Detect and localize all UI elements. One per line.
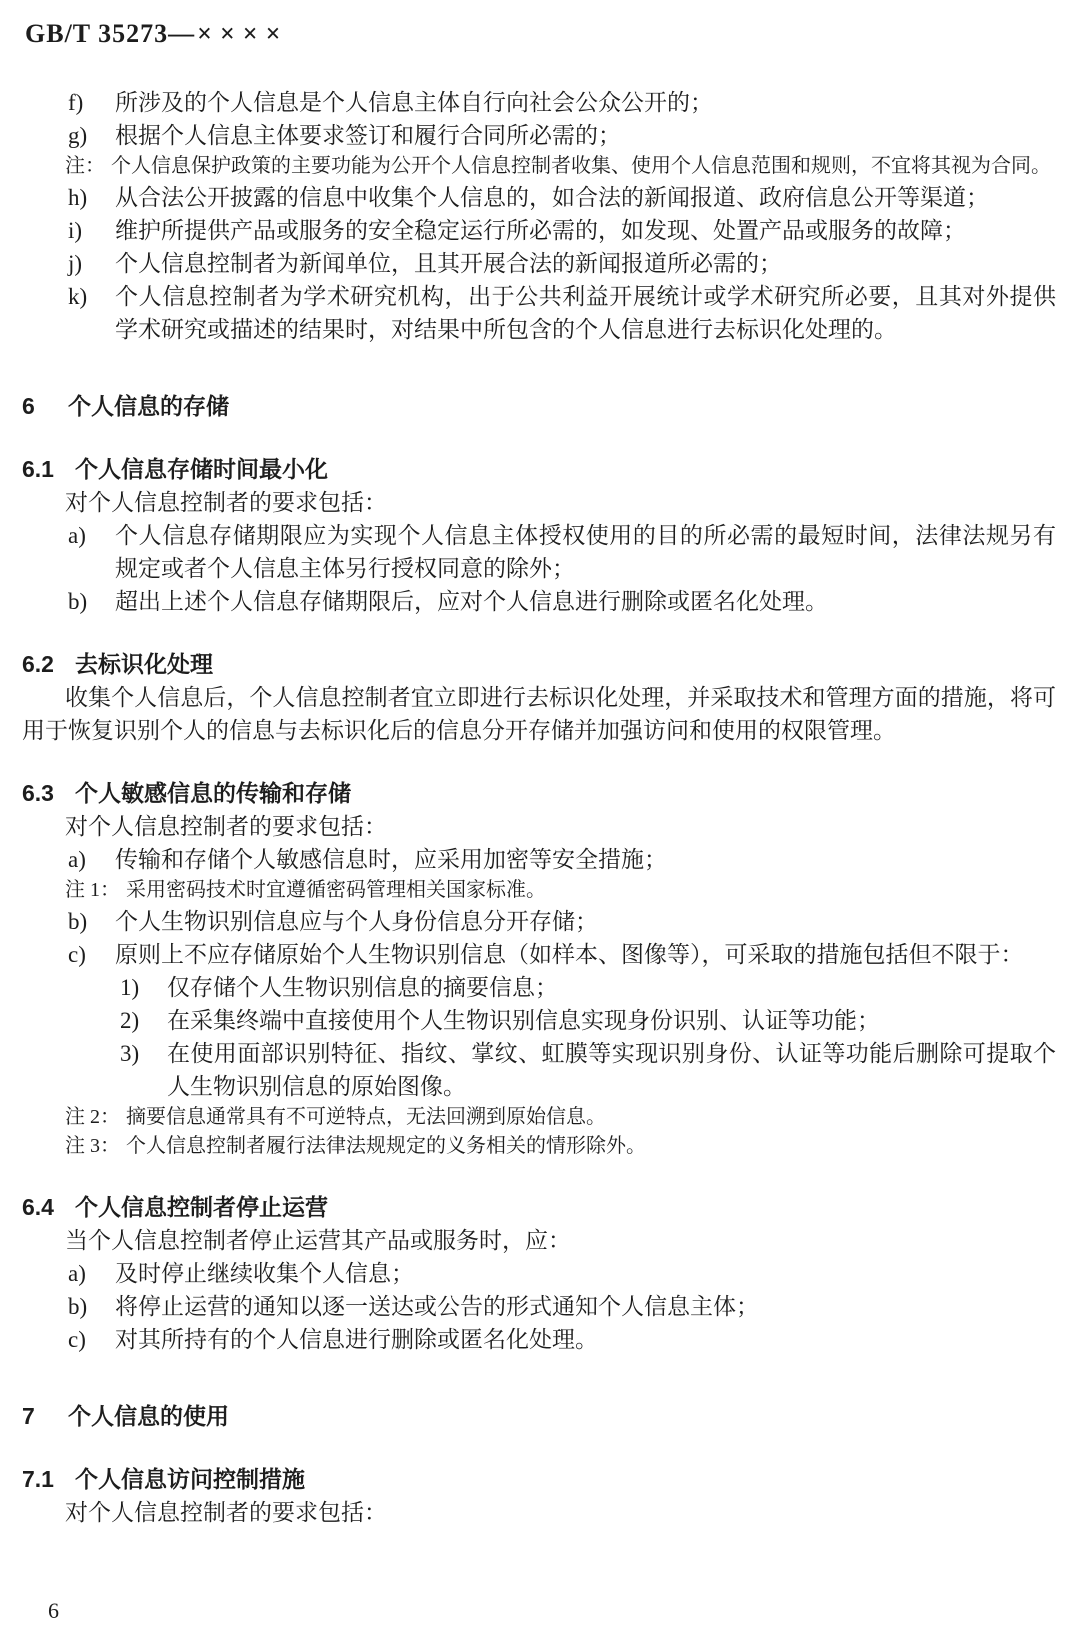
heading-number: 6 <box>22 393 35 419</box>
sub-list-item <box>0 1004 1056 1037</box>
note-line <box>0 1103 1056 1132</box>
note-text: 个人信息控制者履行法律法规规定的义务相关的情形除外。 <box>126 1135 646 1157</box>
section-heading <box>0 648 1056 681</box>
list-item-label: f) <box>68 90 84 115</box>
list-item-text: 对其所持有的个人信息进行删除或匿名化处理。 <box>115 1327 598 1352</box>
list-item-text: 个人信息控制者为新闻单位，且其开展合法的新闻报道所必需的； <box>115 251 782 276</box>
heading-title: 个人信息的使用 <box>68 1403 229 1429</box>
list-item-label: a) <box>68 847 86 872</box>
page-number: 6 <box>48 1598 59 1623</box>
list-item-text: 个人信息控制者为学术研究机构，出于公共利益开展统计或学术研究所必要，且其对外提供学术研究或描述的结果时，对结果中所包含的个人信息进行去标识化处理的。 <box>115 284 1056 342</box>
list-item-text: 从合法公开披露的信息中收集个人信息的，如合法的新闻报道、政府信息公开等渠道； <box>115 185 989 210</box>
note-label: 注： <box>65 155 105 177</box>
paragraph: 对个人信息控制者的要求包括： <box>65 1500 387 1525</box>
note-text: 采用密码技术时宜遵循密码管理相关国家标准。 <box>126 879 546 901</box>
list-item <box>0 86 1056 119</box>
heading-title: 个人信息存储时间最小化 <box>75 456 328 482</box>
heading-title: 个人敏感信息的传输和存储 <box>75 780 351 806</box>
heading-title: 去标识化处理 <box>75 651 213 677</box>
note-text: 摘要信息通常具有不可逆特点，无法回溯到原始信息。 <box>126 1106 606 1128</box>
list-item <box>0 843 1056 876</box>
note-text: 个人信息保护政策的主要功能为公开个人信息控制者收集、使用个人信息范围和规则，不宜将其视为合同。 <box>111 155 1051 177</box>
paragraph: 对个人信息控制者的要求包括： <box>65 814 387 839</box>
list-item-text: 仅存储个人生物识别信息的摘要信息； <box>167 975 558 1000</box>
list-item-label: a) <box>68 1261 86 1286</box>
list-item-text: 在使用面部识别特征、指纹、掌纹、虹膜等实现识别身份、认证等功能后删除可提取个人生物识别信息的原始图像。 <box>167 1041 1056 1099</box>
section-heading <box>0 1463 1056 1496</box>
list-item <box>0 938 1056 971</box>
note-label: 注 3： <box>65 1135 120 1157</box>
list-item-text: 将停止运营的通知以逐一送达或公告的形式通知个人信息主体； <box>115 1294 759 1319</box>
document-body <box>0 86 1080 1529</box>
list-item-text: 所涉及的个人信息是个人信息主体自行向社会公众公开的； <box>115 90 713 115</box>
list-item-label: a) <box>68 523 86 548</box>
section-heading <box>0 453 1056 486</box>
heading-title: 个人信息访问控制措施 <box>75 1466 305 1492</box>
list-item <box>0 1257 1056 1290</box>
list-item-label: g) <box>68 123 88 148</box>
document-standard-number <box>0 0 1080 50</box>
heading-title: 个人信息控制者停止运营 <box>75 1194 328 1220</box>
standard-number-prefix: GB/T 35273— <box>25 19 196 48</box>
list-item-text: 在采集终端中直接使用个人生物识别信息实现身份识别、认证等功能； <box>167 1008 880 1033</box>
list-item <box>0 905 1056 938</box>
heading-number: 7 <box>22 1403 35 1429</box>
list-item-label: j) <box>68 251 83 276</box>
heading-number: 6.1 <box>22 456 54 482</box>
list-item-label: i) <box>68 218 83 243</box>
list-item <box>0 247 1056 280</box>
list-item <box>0 280 1056 346</box>
list-item-text: 传输和存储个人敏感信息时，应采用加密等安全措施； <box>115 847 667 872</box>
heading-number: 6.3 <box>22 780 54 806</box>
list-item-text: 个人生物识别信息应与个人身份信息分开存储； <box>115 909 598 934</box>
list-item-label: c) <box>68 942 86 967</box>
paragraph: 当个人信息控制者停止运营其产品或服务时，应： <box>65 1228 571 1253</box>
note-label: 注 2： <box>65 1106 120 1128</box>
paragraph: 收集个人信息后，个人信息控制者宜立即进行去标识化处理，并采取技术和管理方面的措施，将可用于恢复识别个人的信息与去标识化后的信息分开存储并加强访问和使用的权限管理。 <box>22 685 1056 743</box>
list-item-text: 个人信息存储期限应为实现个人信息主体授权使用的目的所必需的最短时间，法律法规另有规定或者个人信息主体另行授权同意的除外； <box>115 523 1056 581</box>
chapter-heading <box>0 390 1056 423</box>
heading-number: 7.1 <box>22 1466 54 1492</box>
list-item <box>0 181 1056 214</box>
section-heading <box>0 777 1056 810</box>
note-line <box>0 1132 1056 1161</box>
list-item-label: b) <box>68 909 88 934</box>
paragraph: 对个人信息控制者的要求包括： <box>65 490 387 515</box>
list-item-label: h) <box>68 185 88 210</box>
heading-number: 6.2 <box>22 651 54 677</box>
list-item-label: b) <box>68 1294 88 1319</box>
list-item-label: 2) <box>120 1008 140 1033</box>
list-item <box>0 214 1056 247</box>
list-item <box>0 1323 1056 1356</box>
list-item-text: 超出上述个人信息存储期限后，应对个人信息进行删除或匿名化处理。 <box>115 589 828 614</box>
list-item-text: 维护所提供产品或服务的安全稳定运行所必需的，如发现、处置产品或服务的故障； <box>115 218 966 243</box>
standard-year-mask: ×××× <box>197 19 289 48</box>
chapter-heading <box>0 1400 1056 1433</box>
heading-title: 个人信息的存储 <box>68 393 229 419</box>
note-line <box>0 876 1056 905</box>
heading-number: 6.4 <box>22 1194 54 1220</box>
list-item-text: 根据个人信息主体要求签订和履行合同所必需的； <box>115 123 621 148</box>
list-item-text: 原则上不应存储原始个人生物识别信息（如样本、图像等），可采取的措施包括但不限于： <box>115 942 1024 967</box>
list-item-label: k) <box>68 284 88 309</box>
note-line <box>0 152 1056 181</box>
section-heading <box>0 1191 1056 1224</box>
list-item-label: c) <box>68 1327 86 1352</box>
list-item <box>0 585 1056 618</box>
sub-list-item <box>0 1037 1056 1103</box>
list-item <box>0 119 1056 152</box>
list-item-label: b) <box>68 589 88 614</box>
list-item-label: 1) <box>120 975 140 1000</box>
list-item-label: 3) <box>120 1041 140 1066</box>
list-item <box>0 1290 1056 1323</box>
list-item-text: 及时停止继续收集个人信息； <box>115 1261 414 1286</box>
list-item <box>0 519 1056 585</box>
sub-list-item <box>0 971 1056 1004</box>
note-label: 注 1： <box>65 879 120 901</box>
